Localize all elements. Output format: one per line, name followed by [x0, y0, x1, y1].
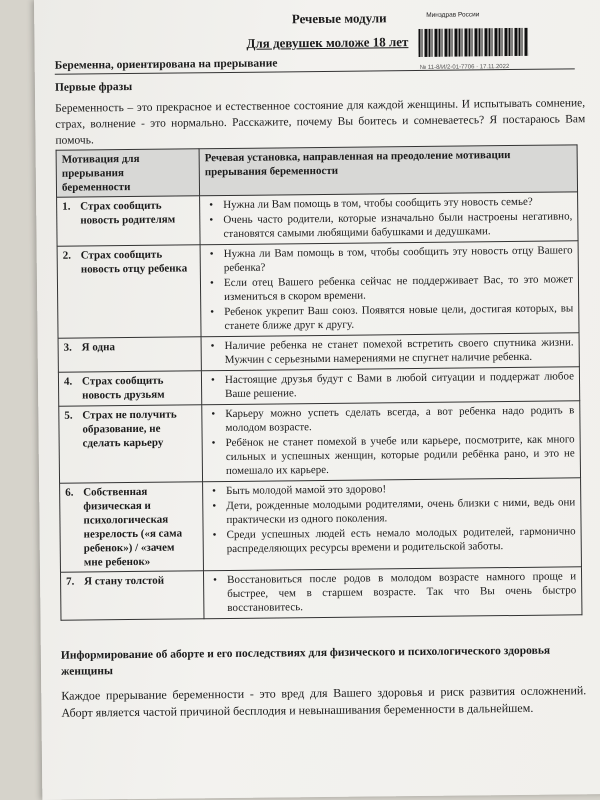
document-subtitle: Для девушек моложе 18 лет — [246, 34, 409, 51]
speech-bullet-item: • Ребёнок не станет помехой в учебе или карьере, посмотрите, как много сильных и успешных женщин, которые родили ребёнка рано, и это не помешало их карьере. — [226, 432, 575, 478]
motivation-text: Я одна — [81, 341, 115, 354]
speech-bullet-item: • Настоящие друзья будут с Вами в любой ситуации и поддержат любое Ваше решение. — [225, 369, 574, 401]
motivation-number: 5. — [64, 409, 73, 422]
document-page — [34, 0, 600, 800]
motivation-number: 4. — [63, 375, 73, 388]
speech-cell — [200, 241, 579, 337]
motivation-number: 1. — [62, 200, 71, 213]
motivation-cell — [57, 196, 201, 246]
motivation-text: Страх сообщить новость отцу ребенка — [80, 248, 188, 276]
motivation-cell — [59, 405, 203, 483]
speech-bullet-list — [208, 480, 576, 556]
table-header-motivation: Мотивация для прерывания беременности — [56, 149, 199, 197]
table-header-speech: Речевая установка, направленная на преодоление мотивации прерывания беременности — [199, 145, 577, 196]
speech-cell — [203, 567, 581, 619]
speech-bullet-list — [207, 335, 574, 367]
speech-bullet-item: • Восстановиться после родов в молодом возрасте намного проще и быстрее, чем в старшем возрасте. Так что Вы очень быстро восстановитесь. — [227, 569, 576, 615]
table-row — [57, 192, 578, 246]
speech-bullet-list — [209, 569, 576, 615]
speech-bullet-item: • Карьеру можно успеть сделать всегда, а вот ребенка надо родить в молодом возрасте. — [225, 403, 574, 435]
motivation-text: Страх сообщить новость родителям — [80, 199, 176, 227]
speech-bullet-item: • Очень часто родители, которые изначально были настроены негативно, становятся самыми любящими бабушками и дедушками. — [223, 209, 572, 241]
first-phrases-heading: Первые фразы — [54, 80, 133, 94]
motivation-cell — [58, 337, 201, 372]
motivation-number: 7. — [66, 575, 75, 588]
ministry-label: Минздрав России — [426, 11, 480, 19]
speech-bullet-item: • Нужна ли Вам помощь в том, чтобы сообщить эту новость семье? — [223, 194, 572, 212]
speech-cell — [201, 367, 579, 405]
motivation-number: 3. — [63, 341, 72, 354]
motivation-number: 2. — [62, 249, 71, 262]
table-row — [58, 367, 579, 406]
table-row — [57, 241, 579, 338]
motivation-cell — [60, 571, 203, 620]
speech-cell — [202, 401, 581, 482]
document-registration-code: № 11-8/И/2-01-7706 · 17.11.2022 — [419, 64, 510, 71]
table-row — [60, 478, 582, 572]
table-row — [58, 333, 579, 372]
speech-cell — [200, 192, 578, 245]
motivation-cell — [60, 482, 204, 572]
info-heading: Информирование об аборте и его последствиях для физического и психологического здоровья женщины — [60, 644, 551, 678]
motivation-text: Страх сообщить новость друзьям — [81, 374, 165, 402]
intro-paragraph: Беременность – это прекрасное и естественное состояние для каждой женщины. И испытывать сомнение, страх, волнение - это нормально. Расскажите, почему Вы боитесь и сомневаетесь? Я постараюсь Вам помочь. — [55, 97, 586, 147]
table-header-row — [56, 145, 577, 197]
motivation-cell — [57, 245, 201, 338]
info-paragraph: Каждое прерывание беременности - это вред для Вашего здоровья и риск развития осложнений. Аборт является частой причиной бесплодия и невынашивания беременности в дальнейшем. — [61, 683, 587, 720]
speech-bullet-list — [207, 403, 575, 478]
speech-bullet-item: • Нужна ли Вам помощь в том, чтобы сообщить эту новость отцу Вашего ребенка? — [224, 243, 573, 275]
motivation-text: Я стану толстой — [84, 574, 165, 588]
speech-bullet-list — [207, 369, 574, 401]
motivation-number: 6. — [65, 486, 74, 499]
speech-cell — [203, 478, 582, 571]
speech-bullet-list — [206, 243, 574, 333]
motivation-cell — [58, 371, 201, 406]
speech-bullet-item: • Быть молодой мамой это здорово! — [226, 480, 575, 498]
speech-modules-table — [56, 144, 583, 620]
barcode-icon — [418, 28, 528, 57]
speech-bullet-item: • Ребенок укрепит Ваш союз. Появятся новые цели, достигая которых, вы станете ближе друг к другу. — [224, 301, 573, 333]
motivation-text: Страх не получить образование, не сделать карьеру — [82, 408, 177, 450]
speech-bullet-item: • Если отец Вашего ребенка сейчас не поддерживает Вас, то это может измениться в скором времени. — [224, 272, 573, 304]
speech-bullet-item: • Среди успешных людей есть немало молодых родителей, гармонично распределяющих ресурсы времени и родительской заботы. — [227, 524, 576, 556]
table-row — [60, 567, 581, 620]
speech-cell — [201, 333, 579, 371]
speech-bullet-item: • Наличие ребенка не станет помехой встретить своего спутника жизни. Мужчин с серьезными намерениями не спугнет наличие ребенка. — [225, 335, 574, 367]
table-row — [59, 401, 581, 483]
section-heading: Беременна, ориентирована на прерывание — [55, 54, 575, 74]
document-title: Речевые модули — [291, 10, 387, 27]
speech-bullet-list — [205, 194, 572, 241]
motivation-text: Собственная физическая и психологическая незрелость («я сама ребенок») / «зачем мне ребенок» — [83, 485, 183, 569]
speech-bullet-item: • Дети, рожденные молодыми родителями, очень близки с ними, ведь они практически из одного поколения. — [226, 495, 575, 527]
